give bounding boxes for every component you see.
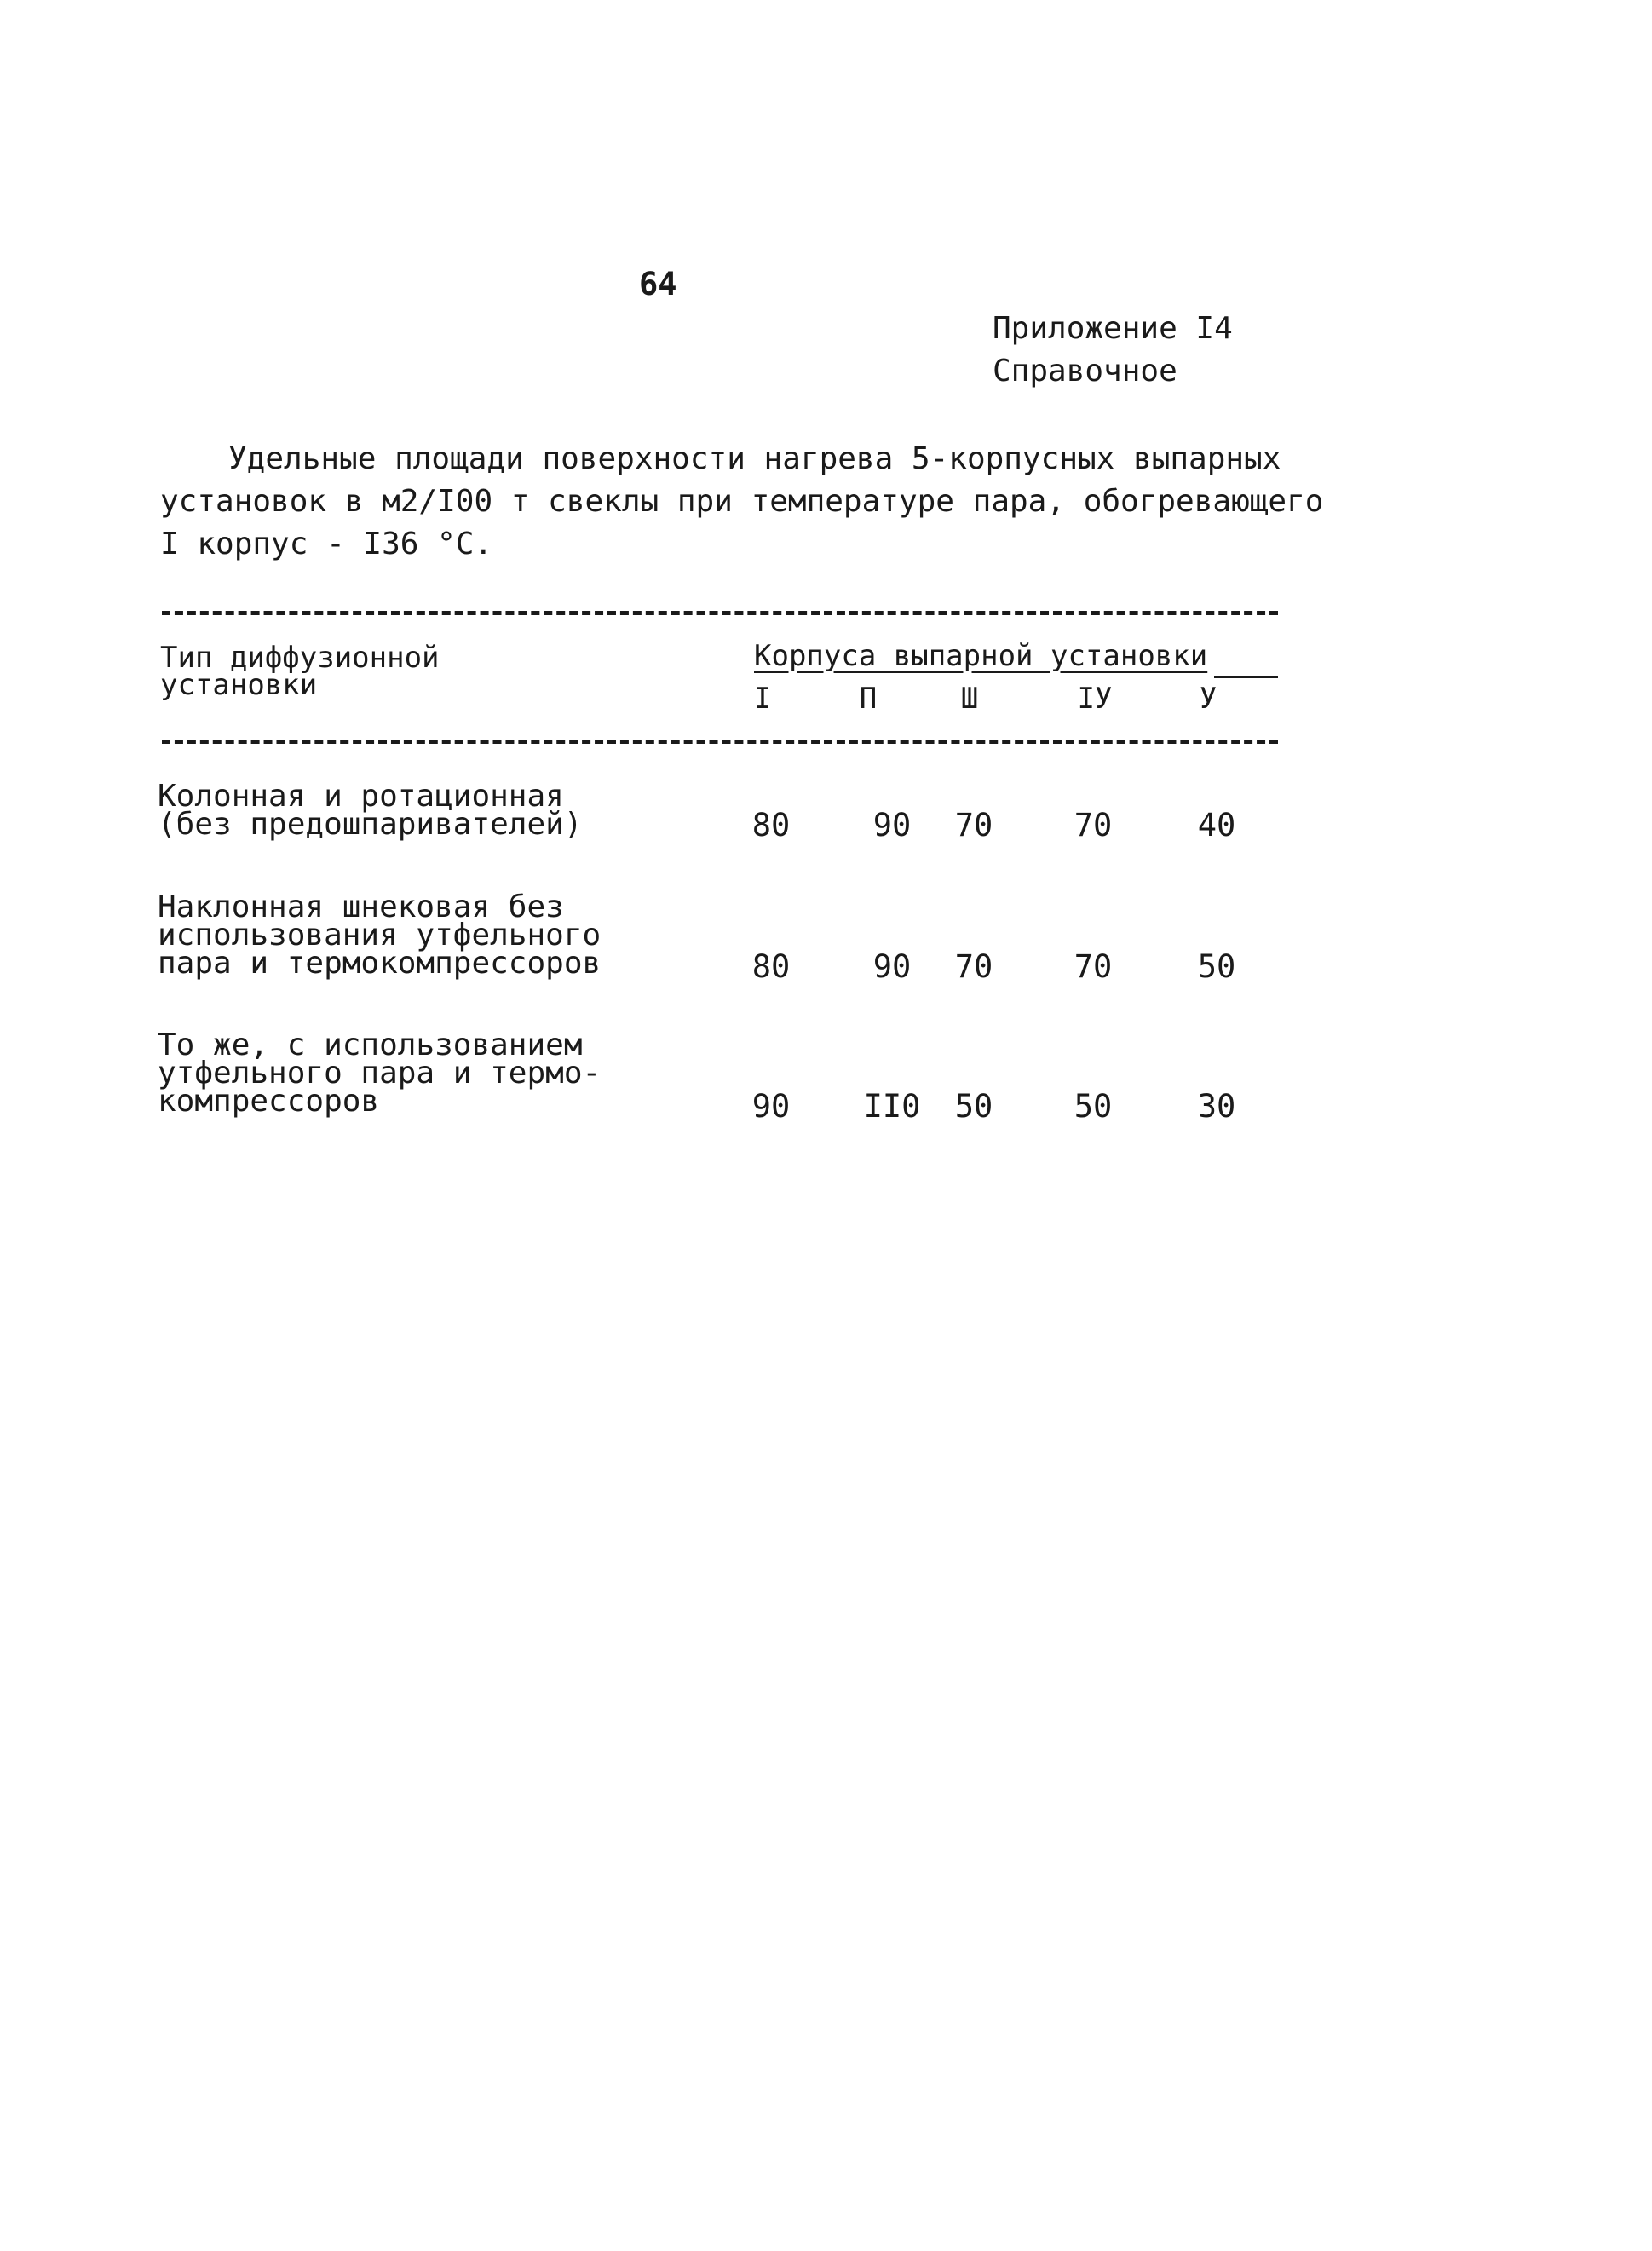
column-header-5: У [1199,682,1217,716]
row-3-value-2: II0 [863,1088,921,1125]
row-2-value-2: 90 [872,948,912,985]
table-top-rule [162,611,1278,615]
row-2-value-5: 50 [1197,948,1236,985]
row-3-value-3: 50 [954,1088,993,1125]
row-1-value-3: 70 [954,807,993,843]
row-1-label-line-1: Колонная и ротационная [158,779,564,814]
header-group-underline [1214,676,1278,678]
header-type-line-1: Тип диффузионной [160,641,440,675]
row-2-label-line-1: Наклонная шнековая без [158,889,564,924]
row-3-label-line-1: То же, с использованием [158,1028,583,1062]
row-3-value-4: 50 [1074,1088,1113,1125]
row-2-value-4: 70 [1074,948,1113,985]
caption-line-3: I корпус - I36 °С. [160,527,493,561]
column-header-2: П [859,682,878,716]
row-1-value-4: 70 [1074,807,1113,843]
row-2-label-line-3: пара и термокомпрессоров [158,946,602,981]
row-3-label-line-2: утфельного пара и термо- [158,1056,602,1091]
caption-line-2: установок в м2/I00 т свеклы при температуре пара, обогревающего [160,484,1324,519]
column-header-4: IУ [1077,682,1113,716]
row-1-label-line-2: (без предошпаривателей) [158,807,583,842]
row-2-label-line-2: использования утфельного [158,918,602,953]
row-2-value-1: 80 [751,948,791,985]
row-1-value-2: 90 [872,807,912,843]
header-group: Корпуса выпарной установки [754,639,1208,673]
row-2-value-3: 70 [954,948,993,985]
row-3-value-1: 90 [751,1088,791,1125]
row-3-value-5: 30 [1197,1088,1236,1125]
row-1-value-5: 40 [1197,807,1236,843]
row-1-value-1: 80 [751,807,791,843]
column-header-1: I [753,682,772,716]
header-type-line-2: установки [160,668,318,702]
page-number: 64 [639,266,677,302]
row-3-label-line-3: компрессоров [158,1084,380,1119]
column-header-3: Ш [960,682,979,716]
appendix-number: Приложение I4 [993,311,1233,346]
appendix-type: Справочное [993,354,1177,389]
table-header-rule [162,740,1278,744]
caption-line-1: Удельные площади поверхности нагрева 5-корпусных выпарных [228,441,1281,476]
